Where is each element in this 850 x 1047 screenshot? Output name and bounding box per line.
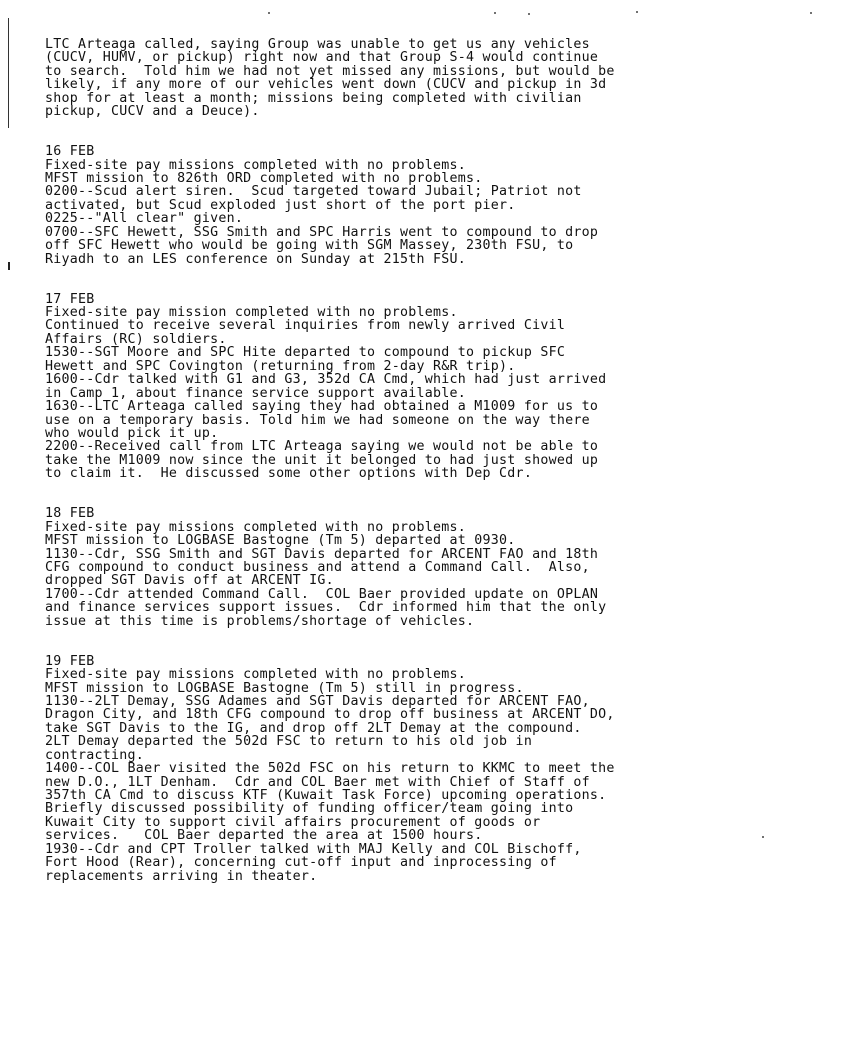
- entry-date: 19 FEB: [45, 653, 95, 669]
- scan-speck: [494, 12, 496, 14]
- entry-17-feb: [45, 293, 835, 481]
- text-line: new D.O., 1LT Denham. Cdr and COL Baer met with Chief of Staff of: [45, 774, 590, 790]
- text-line: use on a temporary basis. Told him we had someone on the way there: [45, 412, 590, 428]
- text-line: 2LT Demay departed the 502d FSC to return to his old job in: [45, 734, 533, 750]
- text-line: 1630--LTC Arteaga called saying they had obtained a M1009 for us to: [45, 399, 599, 415]
- entry-date: 17 FEB: [45, 291, 95, 307]
- text-line: 0700--SFC Hewett, SSG Smith and SPC Harris went to compound to drop: [45, 224, 599, 240]
- text-line: 357th CA Cmd to discuss KTF (Kuwait Task Force) upcoming operations.: [45, 788, 607, 803]
- entry-18-feb: [45, 507, 835, 628]
- text-line: and finance services support issues. Cdr informed him that the only: [45, 600, 607, 616]
- text-line: 0200--Scud alert siren. Scud targeted toward Jubail; Patriot not: [45, 184, 582, 200]
- scan-speck: [268, 12, 270, 14]
- entry-16-feb: [45, 145, 835, 266]
- text-line: 1530--SGT Moore and SPC Hite departed to compound to pickup SFC: [45, 345, 566, 361]
- text-line: off SFC Hewett who would be going with SGM Massey, 230th FSU, to: [45, 238, 574, 254]
- text-line: Affairs (RC) soldiers.: [45, 331, 227, 347]
- scan-speck: [810, 12, 812, 14]
- text-line: Fort Hood (Rear), concerning cut-off input and inprocessing of: [45, 855, 557, 871]
- text-line: MFST mission to 826th ORD completed with no problems.: [45, 171, 483, 186]
- text-line: 0225--"All clear" given.: [45, 211, 244, 227]
- text-line: 1600--Cdr talked with G1 and G3, 352d CA Cmd, which had just arrived: [45, 372, 607, 388]
- text-line: likely, if any more of our vehicles went down (CUCV and pickup in 3d: [45, 77, 607, 93]
- scan-speck: [636, 11, 638, 13]
- text-line: contracting.: [45, 747, 145, 763]
- text-line: take SGT Davis to the IG, and drop off 2LT Demay at the compound.: [45, 720, 582, 736]
- text-line: pickup, CUCV and a Deuce).: [45, 104, 260, 120]
- text-line: LTC Arteaga called, saying Group was unable to get us any vehicles: [45, 37, 590, 52]
- entry-19-feb: [45, 655, 835, 883]
- text-line: 1130--2LT Demay, SSG Adames and SGT Davis departed for ARCENT FAO,: [45, 693, 590, 709]
- text-line: who would pick it up.: [45, 425, 219, 441]
- text-line: 1130--Cdr, SSG Smith and SGT Davis departed for ARCENT FAO and 18th: [45, 546, 599, 562]
- text-line: in Camp 1, about finance service support available.: [45, 385, 467, 401]
- text-line: Hewett and SPC Covington (returning from 2-day R&R trip).: [45, 358, 516, 374]
- text-line: to search. Told him we had not yet missed any missions, but would be: [45, 63, 615, 79]
- margin-scan-mark: [8, 262, 10, 270]
- margin-scan-line: [8, 18, 9, 128]
- journal-document: [45, 38, 835, 883]
- text-line: Kuwait City to support civil affairs procurement of goods or: [45, 814, 541, 830]
- text-line: take the M1009 now since the unit it belonged to had just showed up: [45, 452, 599, 468]
- scan-speck: [528, 13, 530, 15]
- text-line: replacements arriving in theater.: [45, 868, 318, 884]
- text-line: 1400--COL Baer visited the 502d FSC on his return to KKMC to meet the: [45, 761, 615, 777]
- entry-date: 16 FEB: [45, 144, 95, 160]
- text-line: Fixed-site pay missions completed with no problems.: [45, 667, 467, 683]
- text-line: MFST mission to LOGBASE Bastogne (Tm 5) still in progress.: [45, 680, 524, 696]
- text-line: Continued to receive several inquiries from newly arrived Civil: [45, 318, 566, 334]
- entry-date: 18 FEB: [45, 506, 95, 522]
- intro-paragraph: [45, 38, 835, 119]
- text-line: Briefly discussed possibility of funding officer/team going into: [45, 801, 574, 817]
- text-line: CFG compound to conduct business and attend a Command Call. Also,: [45, 559, 590, 575]
- text-line: 2200--Received call from LTC Arteaga saying we would not be able to: [45, 439, 599, 455]
- text-line: issue at this time is problems/shortage of vehicles.: [45, 613, 475, 629]
- text-line: activated, but Scud exploded just short of the port pier.: [45, 197, 516, 213]
- text-line: Fixed-site pay missions completed with no problems.: [45, 519, 467, 535]
- text-line: MFST mission to LOGBASE Bastogne (Tm 5) departed at 0930.: [45, 533, 516, 549]
- text-line: services. COL Baer departed the area at 1500 hours.: [45, 828, 483, 844]
- text-line: 1930--Cdr and CPT Troller talked with MAJ Kelly and COL Bischoff,: [45, 841, 582, 857]
- text-line: 1700--Cdr attended Command Call. COL Baer provided update on OPLAN: [45, 586, 599, 602]
- text-line: Riyadh to an LES conference on Sunday at 215th FSU.: [45, 251, 467, 267]
- text-line: Fixed-site pay missions completed with no problems.: [45, 157, 467, 173]
- text-line: Fixed-site pay mission completed with no problems.: [45, 305, 458, 320]
- text-line: dropped SGT Davis off at ARCENT IG.: [45, 573, 334, 589]
- text-line: (CUCV, HUMV, or pickup) right now and that Group S-4 would continue: [45, 50, 599, 66]
- text-line: Dragon City, and 18th CFG compound to drop off business at ARCENT DO,: [45, 707, 615, 723]
- text-line: shop for at least a month; missions being completed with civilian: [45, 90, 582, 106]
- text-line: to claim it. He discussed some other options with Dep Cdr.: [45, 466, 533, 482]
